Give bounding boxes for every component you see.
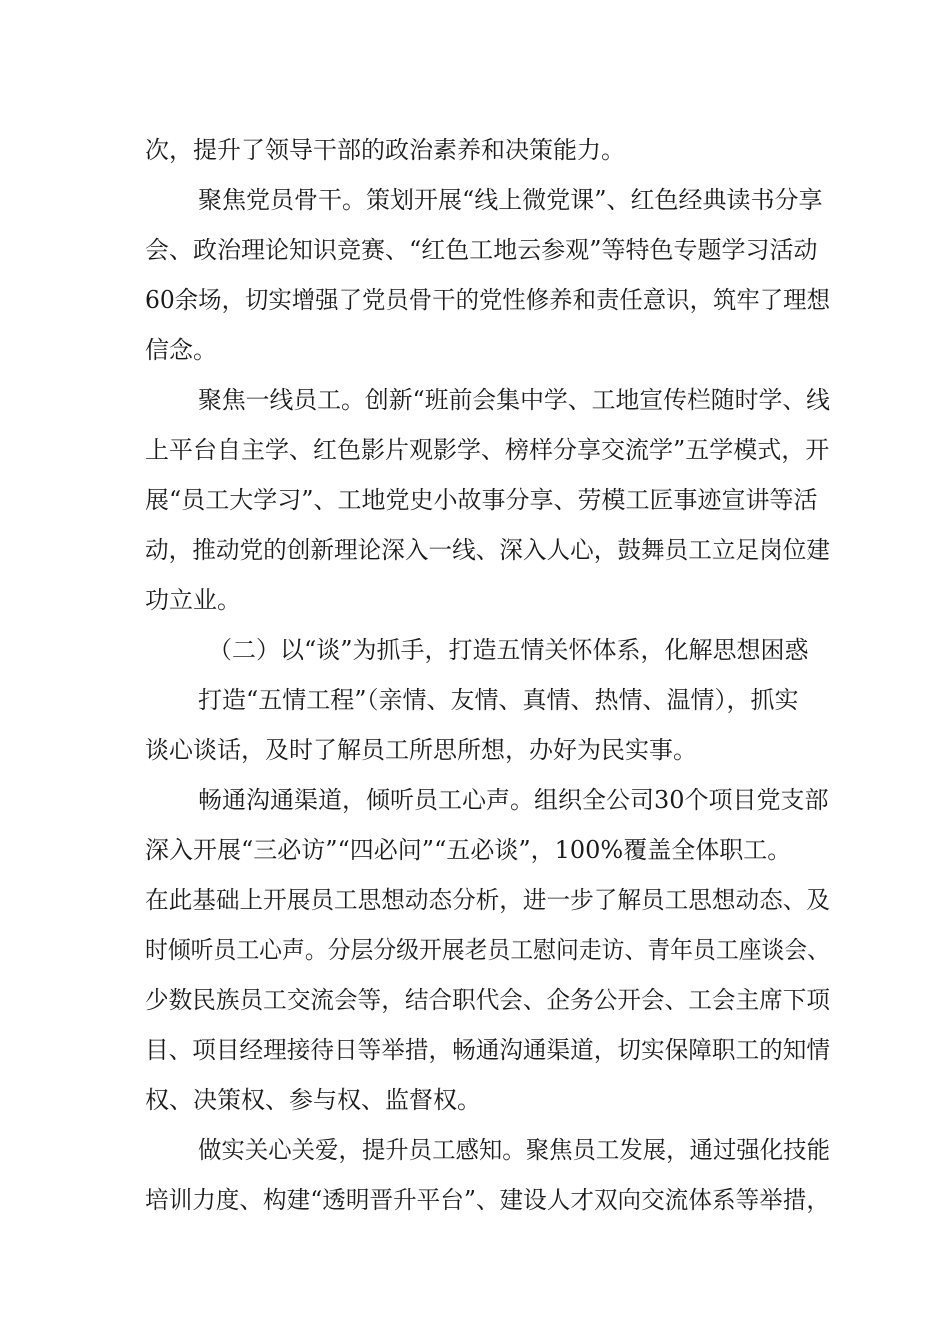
paragraph-start-line: 打造“五情工程”（亲情、友情、真情、热情、温情），抓实 [198,686,799,714]
text-line: 目、项目经理接待日等举措，畅通沟通渠道，切实保障职工的知情 [145,1036,831,1064]
text-line: 权、决策权、参与权、监督权。 [145,1086,481,1114]
text-line: 展“员工大学习”、工地党史小故事分享、劳模工匠事迹宣讲等活 [145,486,818,514]
text-line: 次，提升了领导干部的政治素养和决策能力。 [145,136,625,164]
text-line: 时倾听员工心声。分层分级开展老员工慰问走访、青年员工座谈会、 [145,936,831,964]
paragraph-start-line: 聚焦党员骨干。策划开展“线上微党课”、红色经典读书分享 [198,186,823,214]
text-line: 信念。 [145,336,217,364]
paragraph-start-line: 畅通沟通渠道，倾听员工心声。组织全公司30个项目党支部 [198,786,829,814]
text-line: 少数民族员工交流会等，结合职代会、企务公开会、工会主席下项 [145,986,831,1014]
paragraph-start-line: 做实关心关爱，提升员工感知。聚焦员工发展，通过强化技能 [198,1136,830,1164]
text-line: 功立业。 [145,586,241,614]
text-line: 培训力度、构建“透明晋升平台”、建设人才双向交流体系等举措， [145,1186,830,1214]
text-line: 上平台自主学、红色影片观影学、榜样分享交流学”五学模式，开 [145,436,830,464]
text-line: 60余场，切实增强了党员骨干的党性修养和责任意识，筑牢了理想 [145,286,830,314]
text-line: 深入开展“三必访”“四必问”“五必谈”，100%覆盖全体职工。 [145,836,792,864]
text-line: 在此基础上开展员工思想动态分析，进一步了解员工思想动态、及 [145,886,831,914]
paragraph-start-line: 聚焦一线员工。创新“班前会集中学、工地宣传栏随时学、线 [198,386,831,414]
text-line: 谈心谈话，及时了解员工所思所想，办好为民实事。 [145,736,697,764]
text-line: 会、政治理论知识竞赛、“红色工地云参观”等特色专题学习活动 [145,236,818,264]
text-line: 动，推动党的创新理论深入一线、深入人心，鼓舞员工立足岗位建 [145,536,831,564]
section-heading: （二）以“谈”为抓手，打造五情关怀体系，化解思想困惑 [208,636,809,664]
